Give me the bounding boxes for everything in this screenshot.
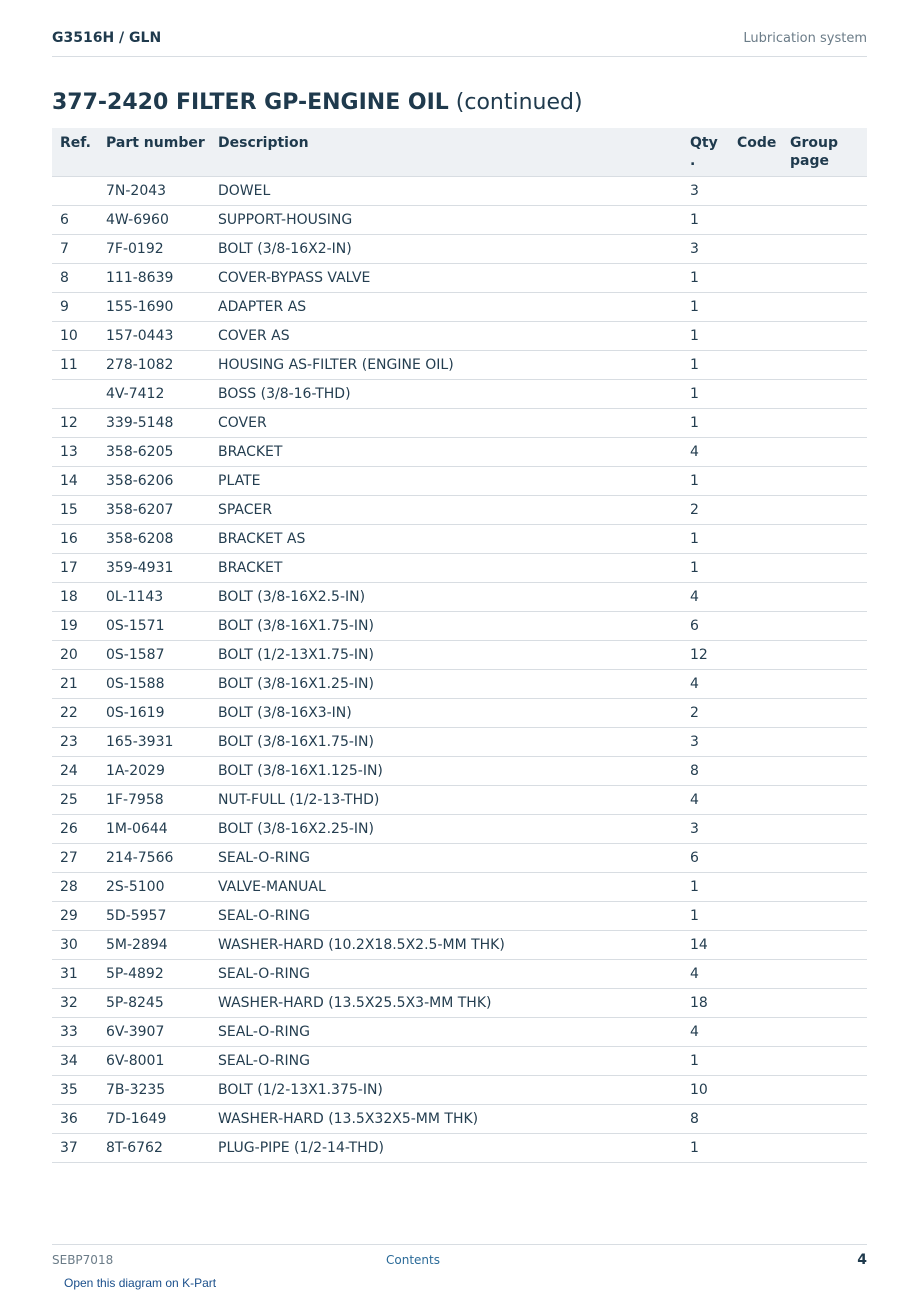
cell-description: COVER (218, 415, 267, 431)
cell-part-number: 5M-2894 (106, 937, 168, 953)
cell-ref: 27 (60, 850, 78, 866)
cell-qty: 3 (690, 821, 699, 837)
table-row (52, 322, 867, 351)
cell-qty: 1 (690, 531, 699, 547)
cell-qty: 1 (690, 328, 699, 344)
cell-description: BOLT (3/8-16X1.75-IN) (218, 734, 374, 750)
cell-qty: 14 (690, 937, 708, 953)
cell-part-number: 339-5148 (106, 415, 174, 431)
cell-part-number: 6V-8001 (106, 1053, 165, 1069)
table-row (52, 496, 867, 525)
cell-description: BOLT (3/8-16X2.25-IN) (218, 821, 374, 837)
cell-ref: 24 (60, 763, 78, 779)
cell-part-number: 6V-3907 (106, 1024, 165, 1040)
cell-qty: 1 (690, 560, 699, 576)
cell-ref: 32 (60, 995, 78, 1011)
cell-part-number: 278-1082 (106, 357, 174, 373)
cell-qty: 1 (690, 212, 699, 228)
table-row (52, 554, 867, 583)
cell-description: BOSS (3/8-16-THD) (218, 386, 351, 402)
cell-part-number: 0S-1619 (106, 705, 165, 721)
cell-description: SPACER (218, 502, 273, 518)
cell-part-number: 111-8639 (106, 270, 174, 286)
table-row (52, 206, 867, 235)
table-row (52, 177, 867, 206)
section-label: Lubrication system (743, 31, 867, 46)
cell-description: WASHER-HARD (10.2X18.5X2.5-MM THK) (218, 937, 505, 953)
cell-qty: 1 (690, 473, 699, 489)
document-id: SEBP7018 (52, 1253, 114, 1267)
cell-qty: 4 (690, 1024, 699, 1040)
table-row (52, 467, 867, 496)
table-row (52, 670, 867, 699)
cell-description: PLATE (218, 473, 261, 489)
table-row (52, 380, 867, 409)
table-row (52, 757, 867, 786)
table-row (52, 728, 867, 757)
table-row (52, 1018, 867, 1047)
col-qty: Qty . (690, 135, 718, 169)
cell-part-number: 7B-3235 (106, 1082, 166, 1098)
table-row (52, 235, 867, 264)
cell-part-number: 4V-7412 (106, 386, 165, 402)
cell-part-number: 4W-6960 (106, 212, 169, 228)
cell-part-number: 157-0443 (106, 328, 174, 344)
cell-ref: 12 (60, 415, 78, 431)
page-number: 4 (857, 1252, 867, 1268)
cell-qty: 3 (690, 183, 699, 199)
cell-qty: 1 (690, 1140, 699, 1156)
cell-ref: 29 (60, 908, 78, 924)
title-suffix: (continued) (448, 90, 583, 115)
table-row (52, 989, 867, 1018)
cell-qty: 4 (690, 589, 699, 605)
cell-part-number: 358-6207 (106, 502, 174, 518)
cell-qty: 4 (690, 444, 699, 460)
cell-ref: 20 (60, 647, 78, 663)
cell-ref: 18 (60, 589, 78, 605)
cell-ref: 7 (60, 241, 69, 257)
cell-ref: 26 (60, 821, 78, 837)
cell-ref: 16 (60, 531, 78, 547)
cell-part-number: 0S-1588 (106, 676, 165, 692)
col-description: Description (218, 135, 309, 151)
cell-part-number: 7N-2043 (106, 183, 167, 199)
cell-qty: 4 (690, 676, 699, 692)
cell-part-number: 0L-1143 (106, 589, 164, 605)
table-row (52, 844, 867, 873)
cell-description: COVER AS (218, 328, 290, 344)
cell-ref: 25 (60, 792, 78, 808)
cell-qty: 8 (690, 763, 699, 779)
cell-part-number: 5P-8245 (106, 995, 164, 1011)
table-row (52, 699, 867, 728)
page-footer (52, 1244, 867, 1275)
cell-ref: 31 (60, 966, 78, 982)
cell-qty: 10 (690, 1082, 708, 1098)
col-group-page: Group page (790, 135, 839, 169)
cell-ref: 28 (60, 879, 78, 895)
page-header (52, 28, 867, 57)
cell-ref: 35 (60, 1082, 78, 1098)
cell-description: SEAL-O-RING (218, 850, 310, 866)
cell-description: WASHER-HARD (13.5X32X5-MM THK) (218, 1111, 479, 1127)
cell-description: BRACKET AS (218, 531, 306, 547)
cell-part-number: 5D-5957 (106, 908, 167, 924)
table-row (52, 438, 867, 467)
cell-ref: 33 (60, 1024, 78, 1040)
col-ref: Ref. (60, 135, 91, 151)
cell-qty: 6 (690, 618, 699, 634)
cell-description: BOLT (3/8-16X2-IN) (218, 241, 352, 257)
table-row (52, 815, 867, 844)
cell-description: BOLT (3/8-16X2.5-IN) (218, 589, 366, 605)
cell-description: VALVE-MANUAL (218, 879, 326, 895)
cell-qty: 2 (690, 502, 699, 518)
col-code: Code (737, 135, 777, 151)
cell-description: HOUSING AS-FILTER (ENGINE OIL) (218, 357, 454, 373)
cell-part-number: 1M-0644 (106, 821, 168, 837)
cell-description: ADAPTER AS (218, 299, 307, 315)
cell-description: BOLT (3/8-16X3-IN) (218, 705, 352, 721)
cell-description: BOLT (3/8-16X1.125-IN) (218, 763, 383, 779)
cell-ref: 21 (60, 676, 78, 692)
table-row (52, 583, 867, 612)
cell-ref: 22 (60, 705, 78, 721)
table-row (52, 409, 867, 438)
table-header (52, 128, 867, 177)
cell-description: SEAL-O-RING (218, 1024, 310, 1040)
cell-description: BRACKET (218, 444, 283, 460)
table-row (52, 902, 867, 931)
cell-ref: 34 (60, 1053, 78, 1069)
cell-part-number: 7F-0192 (106, 241, 164, 257)
cell-description: PLUG-PIPE (1/2-14-THD) (218, 1140, 384, 1156)
cell-description: SEAL-O-RING (218, 908, 310, 924)
cell-qty: 1 (690, 415, 699, 431)
cell-ref: 6 (60, 212, 69, 228)
cell-ref: 11 (60, 357, 78, 373)
cell-ref: 19 (60, 618, 78, 634)
cell-description: BRACKET (218, 560, 283, 576)
cell-qty: 1 (690, 908, 699, 924)
cell-part-number: 5P-4892 (106, 966, 164, 982)
cell-description: BOLT (3/8-16X1.75-IN) (218, 618, 374, 634)
page-title (52, 90, 583, 115)
table-row (52, 1047, 867, 1076)
cell-qty: 6 (690, 850, 699, 866)
kpart-link[interactable]: Open this diagram on K-Part (64, 1276, 217, 1290)
table-row (52, 525, 867, 554)
cell-description: SEAL-O-RING (218, 1053, 310, 1069)
cell-description: COVER-BYPASS VALVE (218, 270, 371, 286)
cell-part-number: 7D-1649 (106, 1111, 167, 1127)
cell-qty: 2 (690, 705, 699, 721)
table-row (52, 293, 867, 322)
table-row (52, 264, 867, 293)
cell-ref: 9 (60, 299, 69, 315)
cell-ref: 8 (60, 270, 69, 286)
cell-ref: 14 (60, 473, 78, 489)
cell-part-number: 358-6206 (106, 473, 174, 489)
cell-ref: 37 (60, 1140, 78, 1156)
cell-part-number: 8T-6762 (106, 1140, 163, 1156)
table-row (52, 786, 867, 815)
table-row (52, 641, 867, 670)
cell-part-number: 214-7566 (106, 850, 174, 866)
table-row (52, 351, 867, 380)
cell-description: BOLT (1/2-13X1.375-IN) (218, 1082, 383, 1098)
cell-qty: 1 (690, 270, 699, 286)
contents-link[interactable]: Contents (386, 1253, 440, 1267)
table-row (52, 1105, 867, 1134)
cell-qty: 1 (690, 299, 699, 315)
cell-qty: 1 (690, 386, 699, 402)
cell-qty: 4 (690, 792, 699, 808)
cell-part-number: 155-1690 (106, 299, 174, 315)
cell-part-number: 0S-1587 (106, 647, 165, 663)
table-row (52, 960, 867, 989)
cell-ref: 30 (60, 937, 78, 953)
cell-qty: 12 (690, 647, 708, 663)
table-row (52, 873, 867, 902)
parts-table (52, 128, 867, 1163)
cell-description: DOWEL (218, 183, 271, 199)
model-label: G3516H / GLN (52, 30, 162, 46)
cell-ref: 10 (60, 328, 78, 344)
cell-description: BOLT (1/2-13X1.75-IN) (218, 647, 374, 663)
cell-part-number: 0S-1571 (106, 618, 165, 634)
col-part-number: Part number (106, 135, 205, 151)
table-row (52, 931, 867, 960)
title-main: 377-2420 FILTER GP-ENGINE OIL (52, 90, 449, 115)
cell-description: SEAL-O-RING (218, 966, 310, 982)
cell-part-number: 165-3931 (106, 734, 174, 750)
cell-ref: 15 (60, 502, 78, 518)
cell-qty: 1 (690, 879, 699, 895)
cell-qty: 3 (690, 734, 699, 750)
cell-description: BOLT (3/8-16X1.25-IN) (218, 676, 374, 692)
table-row (52, 612, 867, 641)
cell-qty: 8 (690, 1111, 699, 1127)
cell-ref: 13 (60, 444, 78, 460)
cell-qty: 4 (690, 966, 699, 982)
cell-part-number: 1A-2029 (106, 763, 165, 779)
cell-ref: 17 (60, 560, 78, 576)
cell-qty: 18 (690, 995, 708, 1011)
cell-description: NUT-FULL (1/2-13-THD) (218, 792, 380, 808)
cell-part-number: 359-4931 (106, 560, 174, 576)
cell-description: SUPPORT-HOUSING (218, 212, 353, 228)
table-body (52, 177, 867, 1163)
table-row (52, 1134, 867, 1163)
cell-ref: 36 (60, 1111, 78, 1127)
cell-qty: 1 (690, 1053, 699, 1069)
cell-ref: 23 (60, 734, 78, 750)
cell-part-number: 358-6208 (106, 531, 174, 547)
cell-qty: 1 (690, 357, 699, 373)
cell-qty: 3 (690, 241, 699, 257)
cell-part-number: 358-6205 (106, 444, 174, 460)
table-row (52, 1076, 867, 1105)
cell-description: WASHER-HARD (13.5X25.5X3-MM THK) (218, 995, 492, 1011)
cell-part-number: 1F-7958 (106, 792, 164, 808)
cell-part-number: 2S-5100 (106, 879, 165, 895)
